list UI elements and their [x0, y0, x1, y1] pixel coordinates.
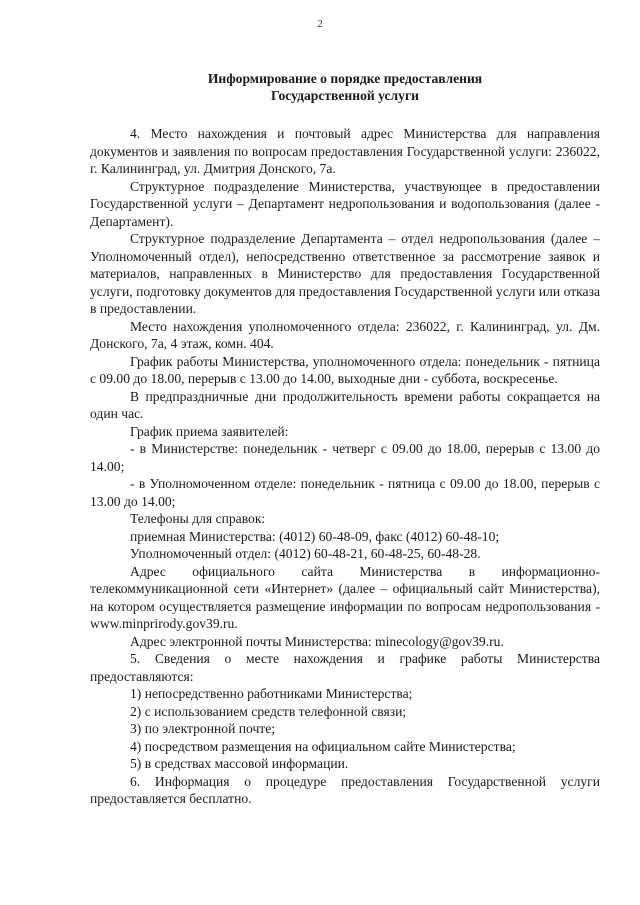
paragraph-information-provision: 5. Сведения о месте нахождения и графике работы Министерства предоставляются: — [90, 651, 600, 684]
paragraph-free-of-charge: 6. Информация о процедуре предоставления Государственной услуги предоставляется бесплатно. — [90, 773, 600, 806]
title-line-1: Информирование о порядке предоставления — [207, 71, 483, 86]
paragraph-phone-reception: приемная Министерства: (4012) 60-48-09, факс (4012) 60-48-10; — [130, 528, 500, 544]
paragraph-office-location: Место нахождения уполномоченного отдела: 236022, г. Калининград, ул. Дм. Донского, 7а, 4 этаж, комн. 404. — [90, 318, 600, 351]
paragraph-email: Адрес электронной почты Министерства: minecology@gov39.ru. — [130, 633, 504, 649]
list-item-1: 1) непосредственно работниками Министерства; — [130, 686, 413, 701]
paragraph-pre-holiday: В предпраздничные дни продолжительность времени работы сокращается на один час. — [90, 388, 600, 421]
paragraph-working-hours: График работы Министерства, уполномоченного отдела: понедельник - пятница с 09.00 до 18.00, перерыв с 13.00 до 14.00, выходные дни - суббота, воскресенье. — [90, 353, 600, 386]
paragraph-phone-unit: Уполномоченный отдел: (4012) 60-48-21, 60-48-25, 60-48-28. — [130, 546, 481, 561]
list-item-5: 5) в средствах массовой информации. — [130, 756, 349, 771]
list-item-2: 2) с использованием средств телефонной связи; — [130, 703, 407, 719]
document-body — [90, 125, 600, 808]
list-item-3: 3) по электронной почте; — [130, 721, 276, 736]
paragraph-department: Структурное подразделение Департамента – отдел недропользования (далее – Уполномоченный отдел), непосредственно ответственное за рассмотрение заявок и материалов, направленных в Министерство для предоставления Государственной услуги, подготовку документов для предоставления Государственной услуги или отказа в предоставлении. — [90, 231, 600, 316]
paragraph-phones-heading: Телефоны для справок: — [130, 511, 266, 526]
paragraph-reception-ministry: - в Министерстве: понедельник - четверг с 09.00 до 18.00, перерыв с 13.00 до 14.00; — [90, 441, 600, 474]
title-line-2: Государственной услуги — [271, 88, 419, 103]
paragraph-address: 4. Место нахождения и почтовый адрес Министерства для направления документов и заявления по вопросам предоставления Государственной услуги: 236022, г. Калининград, ул. Дмитрия Донского, 7а. — [90, 126, 600, 176]
list-item-4: 4) посредством размещения на официальном сайте Министерства; — [130, 738, 516, 754]
paragraph-reception-schedule: График приема заявителей: — [130, 423, 289, 439]
document-title — [90, 70, 600, 104]
page-number: 2 — [317, 18, 323, 30]
paragraph-reception-unit: - в Уполномоченном отделе: понедельник - пятница с 09.00 до 18.00, перерыв с 13.00 до 14.00; — [90, 476, 600, 509]
paragraph-website: Адрес официального сайта Министерства в информационно-телекоммуникационной сети «Интернет» (далее – официальный сайт Министерства), на котором осуществляется размещение информации по вопросам недропользования - www.minprirody.gov39.ru. — [90, 563, 600, 631]
paragraph-structural-unit: Структурное подразделение Министерства, участвующее в предоставлении Государственной услуги – Департамент недропользования и водопользования (далее - Департамент). — [90, 178, 600, 229]
